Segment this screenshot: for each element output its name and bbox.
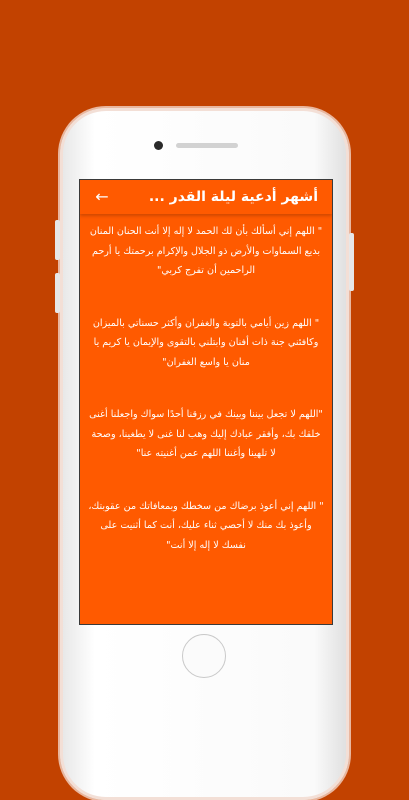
page-title: أشهر أدعية ليلة القدر ... — [148, 189, 318, 205]
dua-list[interactable] — [80, 214, 332, 555]
phone-frame — [60, 108, 349, 800]
arrow-left-icon[interactable]: ← — [95, 187, 109, 206]
home-button — [182, 634, 226, 678]
dua-text: "اللهم لا تجعل بيننا وبينك في رزقنا أحدًا سواك واجعلنا أغنى خلقك بك، وأفقر عبادك إليك وهب لنا غنى لا يطغينا، وصحة لا تلهينا وأغننا اللهم عمن أغنيته عنا" — [89, 409, 323, 459]
dua-text: " اللهم إني أسألك بأن لك الحمد لا إله إلا أنت الحنان المنان بديع السماوات والأرض ذو الجلال والإكرام برحمتك يا أرحم الراحمين أن تفرج كربي" — [89, 226, 323, 276]
power-button — [349, 233, 354, 291]
app-screen — [79, 179, 333, 625]
dua-text: " اللهم زين أيامي بالتوبة والغفران وأكثر حسناتي بالميزان وكافئني جنة ذات أفنان وابتلني بالتقوى والإيمان يا كريم يا منان يا واسع الغفران" — [92, 317, 320, 368]
dua-text: " اللهم إني أعوذ برضاك من سخطك وبمعافاتك من عقوبتك، وأعوذ بك منك لا أحصي ثناء عليك، أنت كما أثنيت على نفسك لا إله إلا أنت" — [88, 500, 324, 551]
app-bar — [80, 180, 332, 214]
volume-up-button — [55, 220, 60, 260]
front-camera — [154, 141, 163, 150]
volume-down-button — [55, 273, 60, 313]
earpiece-speaker — [176, 143, 238, 148]
